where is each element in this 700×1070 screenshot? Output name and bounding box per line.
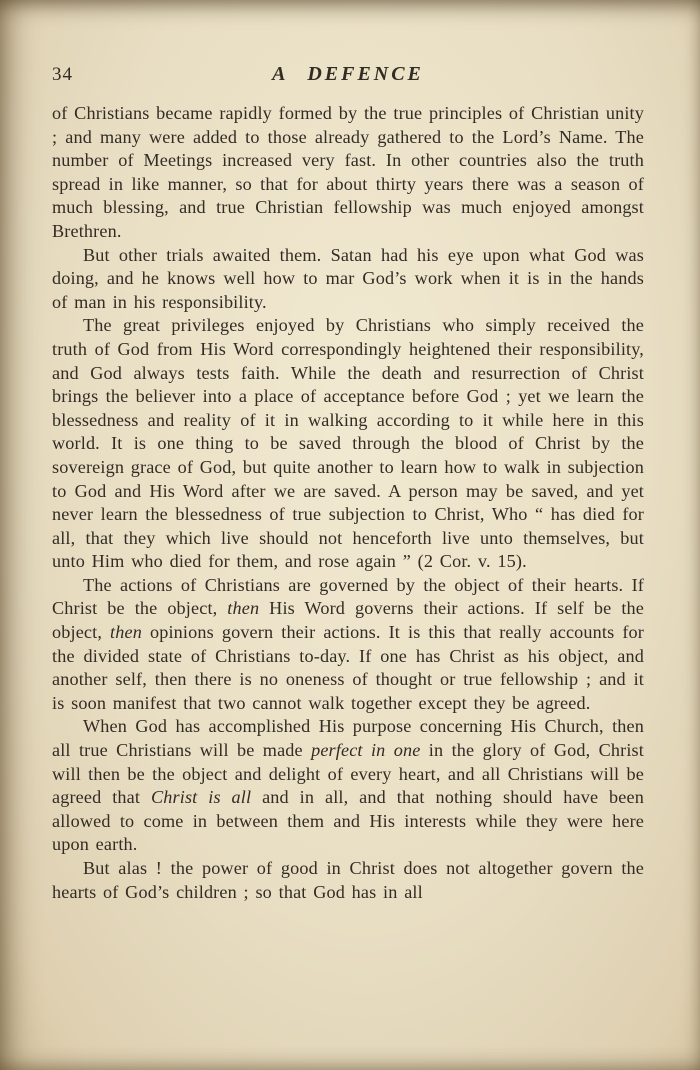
page-header — [52, 56, 644, 86]
text-segment: in the glory of God, Christ will then be the object and delight of every heart, and all Christians will be agreed that — [52, 740, 644, 808]
running-title: A DEFENCE — [272, 63, 424, 85]
italic-text: perfect in one — [311, 740, 421, 761]
page-number: 34 — [52, 64, 73, 85]
text-segment: When God has accomplished His purpose concerning His Church, then all true Christians will be made — [52, 716, 644, 761]
text-segment: and in all, and that nothing should have been allowed to come in between them and His interests while they were here upon earth. — [52, 787, 644, 855]
text-segment: The actions of Christians are governed by the object of their hearts. If Christ be the object, — [52, 574, 644, 619]
text-segment: of Christians became rapidly formed by the true principles of Christian unity ; and many were added to those already gathered to the Lord’s Name. The number of Meetings increased very fast. In other countries also the truth spread in like manner, so that for about thirty years there was a season of much blessing, and true Christian fellowship was much enjoyed amongst Brethren. — [52, 103, 644, 241]
text-segment: opinions govern their actions. It is this that really accounts for the divided state of Christians to-day. If one has Christ as his object, and another self, then there is no oneness of thought or true fellowship ; and it is soon manifest that two cannot walk together except they be agreed. — [52, 622, 644, 713]
italic-text: then — [227, 598, 260, 619]
paragraph — [52, 857, 644, 904]
paragraph — [52, 314, 644, 574]
text-segment: But alas ! the power of good in Christ does not altogether govern the hearts of God’s children ; so that God has in all — [52, 858, 644, 902]
text-segment: But other trials awaited them. Satan had his eye upon what God was doing, and he knows well how to mar God’s work when it is in the hands of man in his responsibility. — [52, 244, 644, 312]
italic-text: then — [110, 622, 142, 643]
paragraph — [52, 574, 644, 716]
paragraph — [52, 715, 644, 857]
paragraph — [52, 102, 644, 244]
text-segment: His Word governs their actions. If self be the object, — [52, 598, 644, 643]
text-segment: The great privileges enjoyed by Christians who simply received the truth of God from His Word correspondingly heightened their responsibility, and God always tests faith. While the death and resurrection of Christ brings the believer into a place of acceptance before God ; yet we learn the blessedness and reality of it in walking according to it while here in this world. It is one thing to be saved through the blood of Christ by the sovereign grace of God, but quite another to learn how to walk in subjection to God and His Word after we are saved. A person may be saved, and yet never learn the blessedness of true subjection to Christ, Who “ has died for all, that they which live should not henceforth live unto themselves, but unto Him who died for them, and rose again ” (2 Cor. v. 15). — [52, 315, 644, 572]
paragraph — [52, 244, 644, 315]
body-text — [52, 102, 644, 904]
italic-text: Christ is all — [150, 787, 252, 808]
